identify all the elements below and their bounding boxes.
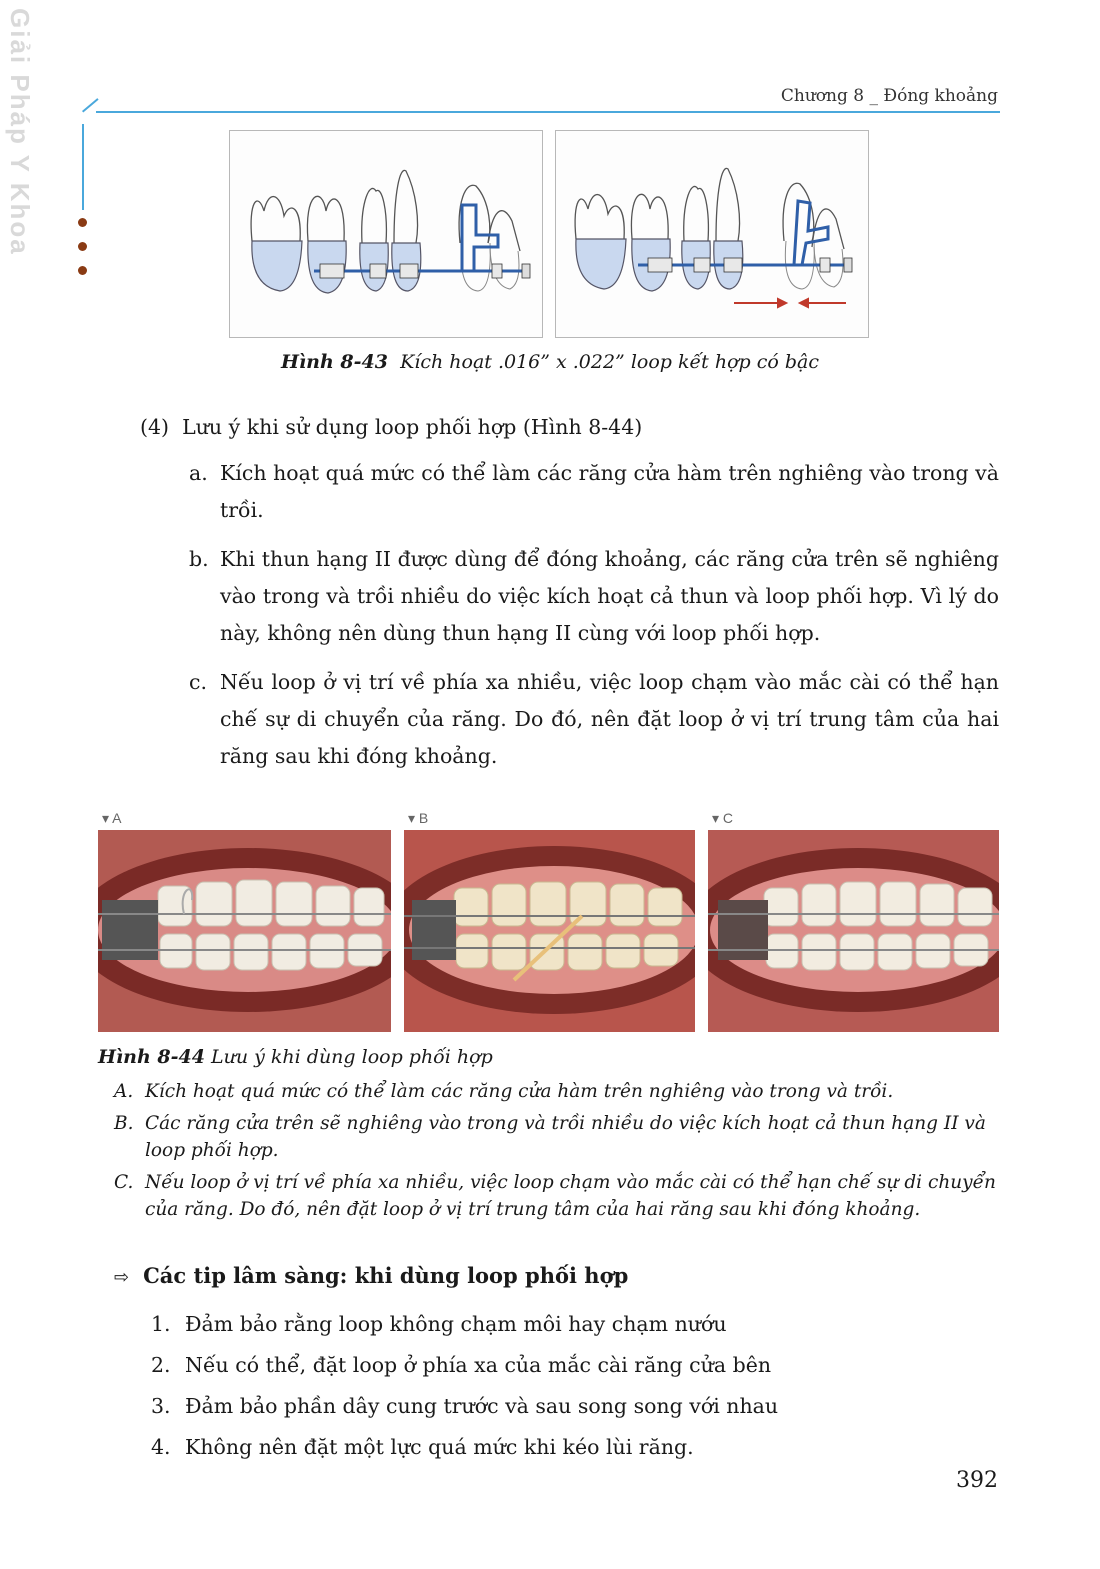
figure-8-43-caption bbox=[0, 351, 1100, 373]
figure-label: Hình 8-44 bbox=[98, 1046, 205, 1068]
caption-item-letter: A. bbox=[114, 1081, 134, 1102]
list-item-text: Nếu loop ở vị trí về phía xa nhiều, việc loop chạm vào mắc cài có thể hạn chế sự di chuyển của răng. Do đó, nên đặt loop ở vị trí trung tâm của hai răng sau khi đóng khoảng. bbox=[220, 670, 999, 768]
caption-item-text: Các răng cửa trên sẽ nghiêng vào trong và trồi nhiều do việc kích hoạt cả thun hạng II và loop phối hợp. bbox=[145, 1113, 986, 1161]
margin-bullet bbox=[78, 266, 87, 275]
panel-label-b: ▾ B bbox=[408, 810, 429, 826]
figure-caption-text: Lưu ý khi dùng loop phối hợp bbox=[211, 1046, 493, 1068]
tip-item bbox=[151, 1435, 694, 1459]
chapter-header: Chương 8 _ Đóng khoảng bbox=[780, 86, 998, 106]
tip-item bbox=[151, 1394, 778, 1418]
arrow-icon: ⇨ bbox=[114, 1267, 130, 1288]
figure-label: Hình 8-43 bbox=[281, 351, 388, 373]
tip-number: 1. bbox=[151, 1312, 171, 1336]
list-item-letter: a. bbox=[189, 461, 208, 485]
tip-item bbox=[151, 1312, 727, 1336]
tip-text: Đảm bảo phần dây cung trước và sau song song với nhau bbox=[185, 1394, 779, 1418]
caption-item-letter: B. bbox=[114, 1113, 134, 1134]
figure-8-44-caption bbox=[98, 1046, 493, 1068]
list-item-letter: b. bbox=[189, 547, 209, 571]
list-item-text: Khi thun hạng II được dùng để đóng khoảng, các răng cửa trên sẽ nghiêng vào trong và trồi nhiều do việc kích hoạt cả thun và loop phối hợp. Vì lý do này, không nên dùng thun hạng II cùng với loop phối hợp. bbox=[220, 547, 999, 645]
list-item bbox=[189, 455, 999, 529]
tip-number: 3. bbox=[151, 1394, 171, 1418]
margin-bullet bbox=[78, 218, 87, 227]
caption-item-letter: C. bbox=[114, 1172, 134, 1193]
list-item bbox=[189, 541, 999, 652]
list-item-letter: c. bbox=[189, 670, 207, 694]
tip-text: Đảm bảo rằng loop không chạm môi hay chạm nướu bbox=[185, 1312, 727, 1336]
tips-title: Các tip lâm sàng: khi dùng loop phối hợp bbox=[143, 1263, 629, 1288]
tip-text: Không nên đặt một lực quá mức khi kéo lùi răng. bbox=[185, 1435, 694, 1459]
figure-8-43-drawing-left bbox=[229, 130, 543, 338]
panel-label-c: ▾ C bbox=[712, 810, 734, 826]
caption-item-text: Kích hoạt quá mức có thể làm các răng cửa hàm trên nghiêng vào trong và trồi. bbox=[145, 1081, 894, 1102]
figure-caption-text: Kích hoạt .016” x .022” loop kết hợp có bậc bbox=[400, 351, 819, 373]
tip-text: Nếu có thể, đặt loop ở phía xa của mắc cài răng cửa bên bbox=[185, 1353, 772, 1377]
margin-bullet bbox=[78, 242, 87, 251]
margin-rule bbox=[82, 124, 84, 210]
panel-label-a: ▾ A bbox=[102, 810, 122, 826]
page-number: 392 bbox=[956, 1468, 998, 1493]
figure-8-43-drawing-right bbox=[555, 130, 869, 338]
tip-number: 4. bbox=[151, 1435, 171, 1459]
photo-panel-b bbox=[404, 830, 695, 1032]
list-item-text: Kích hoạt quá mức có thể làm các răng cửa hàm trên nghiêng vào trong và trồi. bbox=[220, 461, 999, 522]
caption-item-text: Nếu loop ở vị trí về phía xa nhiều, việc loop chạm vào mắc cài có thể hạn chế sự di chuyển của răng. Do đó, nên đặt loop ở vị trí trung tâm của hai răng sau khi đóng khoảng. bbox=[145, 1172, 996, 1220]
tip-number: 2. bbox=[151, 1353, 171, 1377]
side-brand-watermark: Giải Pháp Y Khoa bbox=[5, 8, 35, 256]
header-rule bbox=[96, 111, 1000, 113]
list-item bbox=[189, 664, 999, 775]
caption-item bbox=[114, 1110, 1000, 1164]
photo-panel-c bbox=[708, 830, 999, 1032]
section-title: Lưu ý khi sử dụng loop phối hợp (Hình 8-44) bbox=[182, 415, 643, 439]
section-number: (4) bbox=[140, 415, 170, 439]
tip-item bbox=[151, 1353, 771, 1377]
caption-item bbox=[114, 1078, 1000, 1105]
section-heading bbox=[140, 409, 1000, 446]
photo-panel-a bbox=[98, 830, 391, 1032]
tips-heading bbox=[114, 1263, 628, 1288]
caption-item bbox=[114, 1169, 1000, 1223]
